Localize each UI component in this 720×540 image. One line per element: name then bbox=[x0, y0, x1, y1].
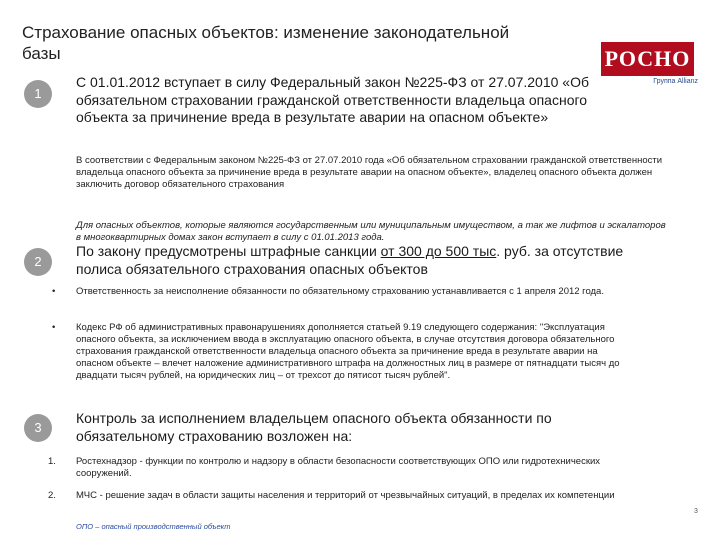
page-number: 3 bbox=[694, 508, 698, 515]
list-item-marker: 1. bbox=[48, 456, 56, 467]
bullet-marker: • bbox=[52, 286, 56, 297]
fine-range: от 300 до 500 тыс bbox=[380, 243, 497, 259]
section-3-lead: Контроль за исполнением владельцем опасного объекта обязанности по обязательному страхованию возложен на: bbox=[76, 410, 552, 444]
section-1-lead: С 01.01.2012 вступает в силу Федеральный закон №225-ФЗ от 27.07.2010 «Об обязательном страховании гражданской ответственности владельца опасного объекта за причинение вреда в результате аварии на опасном объекте» bbox=[76, 74, 589, 125]
section-2-number-badge: 2 bbox=[24, 248, 52, 276]
section-1-detail-1: В соответствии с Федеральным законом №225-ФЗ от 27.07.2010 года «Об обязательном страховании гражданской ответственности владельца опасного объекта за причинение вреда в результате аварии на опасном объекте», владелец опасного объекта должен заключить договор обязательного страхования bbox=[76, 155, 663, 190]
section-2-lead-start: По закону предусмотрены штрафные санкции bbox=[76, 243, 381, 259]
footnote: ОПО – опасный производственный объект bbox=[76, 522, 231, 531]
bullet-marker: • bbox=[52, 322, 56, 333]
section-1-detail-2: Для опасных объектов, которые являются государственным или муниципальным имуществом, а так же лифтов и эскалаторов в многоквартирных домах закон вступает в силу с 01.01.2013 года. bbox=[76, 220, 666, 243]
section-2-bullet-2: Кодекс РФ об административных правонарушениях дополняется статьей 9.19 следующего содержания: "Эксплуатация опасного объекта, за исключением ввода в эксплуатацию опасного объекта, в случае отсутствия договора обязательного страхования гражданской ответственности владельца опасного объекта за причинение вреда в результате аварии на опасном объекте – влечет наложение административного штрафа на должностных лиц в размере от пятнадцати тысяч до двадцати тысяч рублей, на юридических лиц – от трехсот до пятисот тысяч рублей". bbox=[76, 322, 620, 381]
list-item-mchs: МЧС - решение задач в области защиты населения и территорий от чрезвычайных ситуаций, в пределах их компетенции bbox=[76, 490, 615, 501]
section-2-bullet-1: Ответственность за неисполнение обязанности по обязательному страхованию устанавливается с 1 апреля 2012 года. bbox=[76, 286, 604, 297]
section-1-number-badge: 1 bbox=[24, 80, 52, 108]
list-item-marker: 2. bbox=[48, 490, 56, 501]
section-3-number-badge: 3 bbox=[24, 414, 52, 442]
section-2-lead bbox=[76, 243, 646, 278]
page-title: Страхование опасных объектов: изменение законодательной базы bbox=[22, 23, 510, 63]
allianz-tagline: Группа Allianz bbox=[653, 78, 698, 85]
section-2-lead-end: . руб. за отсутствие полиса обязательного страхования опасных объектов bbox=[76, 243, 624, 277]
list-item-rostekhnadzor: Ростехнадзор - функции по контролю и надзору в области безопасности соответствующих ОПО или гидротехнических сооружений. bbox=[76, 456, 601, 479]
rosno-logo: РОСНО bbox=[601, 42, 694, 76]
